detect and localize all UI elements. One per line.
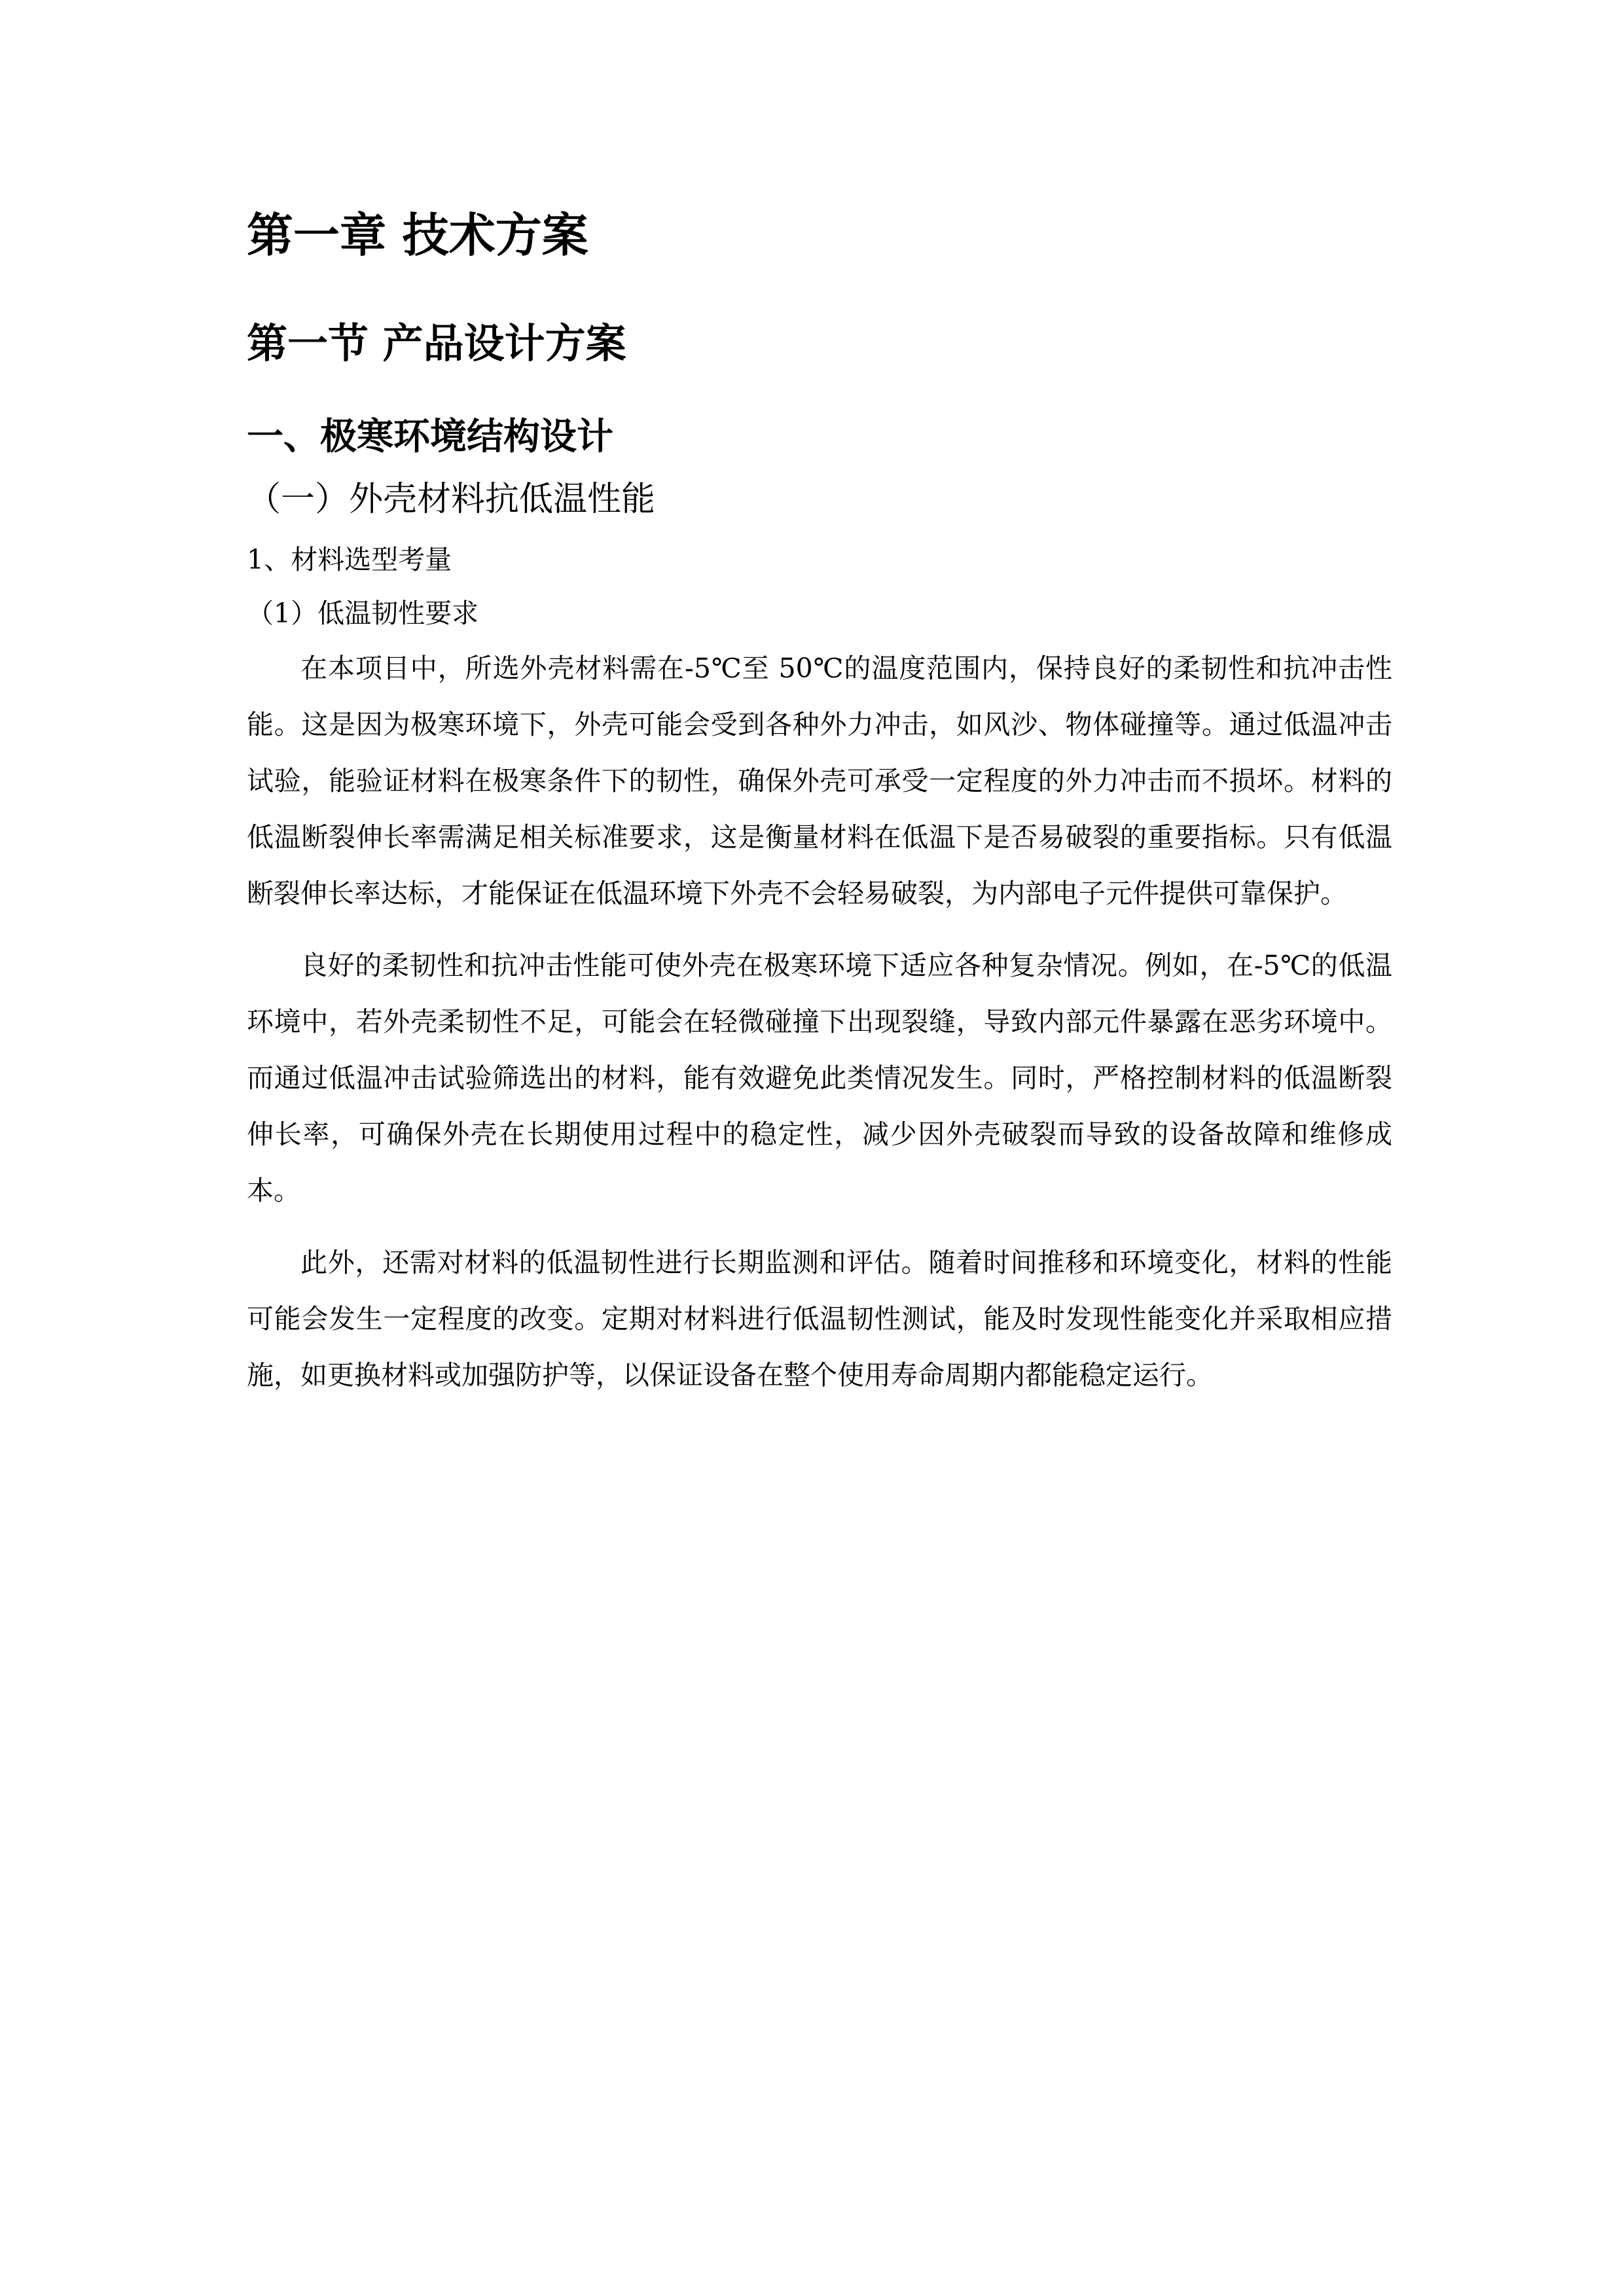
subsubsection-title: （一）外壳材料抗低温性能 [247, 480, 656, 519]
body-paragraph: 此外，还需对材料的低温韧性进行长期监测和评估。随着时间推移和环境变化，材料的性能可能会发生一定程度的改变。定期对材料进行低温韧性测试，能及时发现性能变化并采取相应措施，如更换材料或加强防护等，以保证设备在整个使用寿命周期内都能稳定运行。 [247, 1247, 1392, 1391]
body-paragraph: 良好的柔韧性和抗冲击性能可使外壳在极寒环境下适应各种复杂情况。例如，在-5℃的低温环境中，若外壳柔韧性不足，可能会在轻微碰撞下出现裂缝，导致内部元件暴露在恶劣环境中。而通过低温冲击试验筛选出的材料，能有效避免此类情况发生。同时，严格控制材料的低温断裂伸长率，可确保外壳在长期使用过程中的稳定性，减少因外壳破裂而导致的设备故障和维修成本。 [247, 950, 1392, 1206]
document-body [247, 196, 1392, 1419]
body-paragraph: 在本项目中，所选外壳材料需在-5℃至 50℃的温度范围内，保持良好的柔韧性和抗冲击性能。这是因为极寒环境下，外壳可能会受到各种外力冲击，如风沙、物体碰撞等。通过低温冲击试验，能验证材料在极寒条件下的韧性，确保外壳可承受一定程度的外力冲击而不损坏。材料的低温断裂伸长率需满足相关标准要求，这是衡量材料在低温下是否易破裂的重要指标。只有低温断裂伸长率达标，才能保证在低温环境下外壳不会轻易破裂，为内部电子元件提供可靠保护。 [247, 653, 1392, 909]
subsection-title: 一、极寒环境结构设计 [247, 416, 613, 458]
chapter-title: 第一章 技术方案 [247, 208, 588, 262]
item-title: 1、材料选型考量 [247, 544, 452, 575]
subitem-title: （1）低温韧性要求 [247, 598, 479, 629]
section-title: 第一节 产品设计方案 [247, 319, 626, 367]
